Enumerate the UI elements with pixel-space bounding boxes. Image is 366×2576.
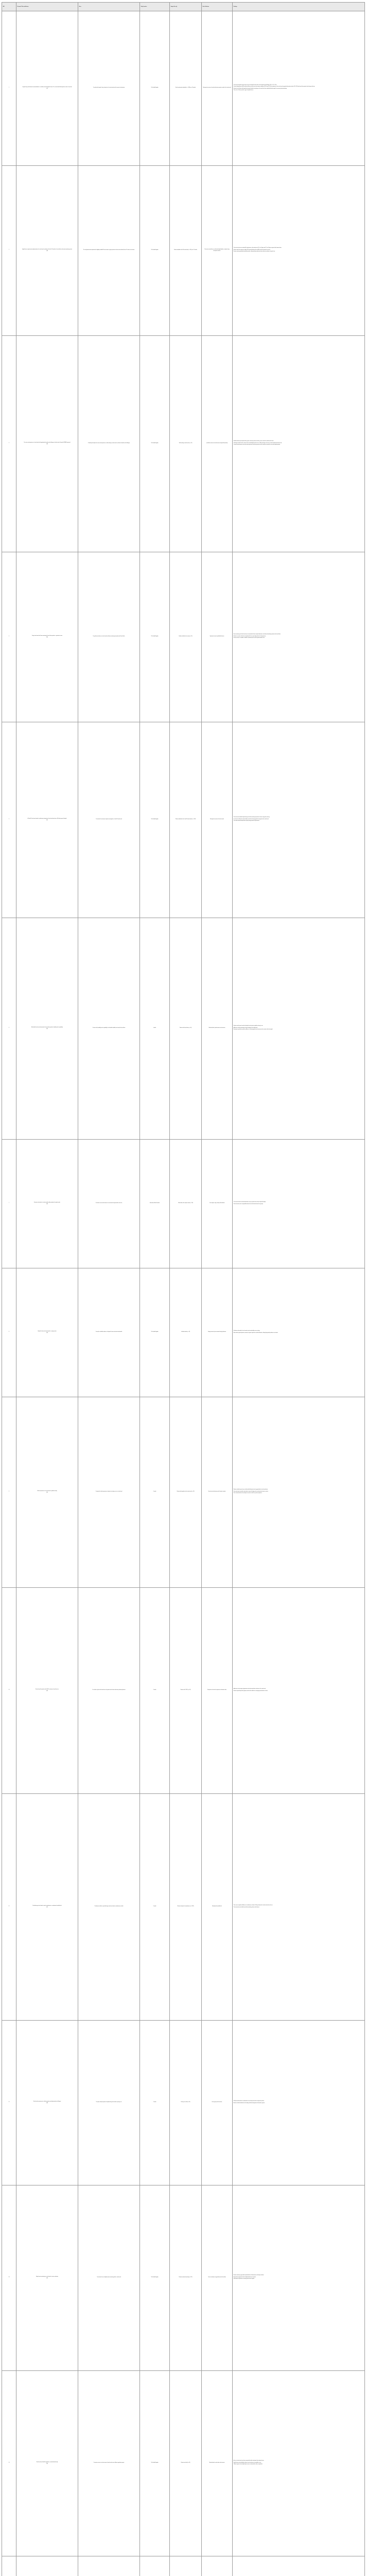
cell-location: The United Kingdom [140, 336, 170, 552]
title-text: Length of stay and treatment recommendations in a workforce based hospital at home 10 -in virtual ward: A retrospective review of care data [22, 87, 72, 88]
cell-title [16, 11, 78, 166]
title-text: Post-discharge virtual wards to reduce readmissions: a randomised controlled trial [32, 1906, 62, 1907]
cell-sample: Included studies (n = 43) [170, 1268, 202, 1397]
cell-sample: Primary care staff (n = 30) [170, 2021, 202, 2185]
cell-number: 12 [2, 2021, 16, 2185]
cell-sample: Patients admitted to the HF virtual ward (n = 201) over 12 months [170, 166, 202, 336]
cell-sample: Studies included in the review (n = 16) [170, 552, 202, 722]
cell-aims: To map the available evidence on hospital at home and virtual ward models [78, 1268, 140, 1397]
cell-number: 4 [2, 552, 16, 722]
cell-title [16, 166, 78, 336]
cell-number: 1 [2, 11, 16, 166]
cell-collection [202, 2556, 233, 2576]
cell-aims: To examine access to and outcomes of virtual wards across different population groups [78, 2371, 140, 2556]
cell-aims: To evaluate the use of digital remote monitoring within a virtual ward [78, 2185, 140, 2371]
header-collection: Data Collection [202, 3, 233, 11]
cell-aims [78, 2556, 140, 2576]
cell-aims: To explore the lived experiences of patients receiving care on a virtual ward [78, 1397, 140, 1588]
reference-citation: [19] [46, 444, 48, 445]
reference-citation: [24] [46, 1332, 48, 1333]
cell-location [140, 2556, 170, 2576]
reference-citation: [28] [46, 2103, 48, 2104]
finding-paragraph: Staff perceived benefits in coordinated care and early intervention for high-risk patients. [233, 2101, 265, 2102]
reference-citation: [25] [46, 1492, 48, 1493]
cell-aims: To determine whether a post-discharge virtual ward reduces readmission or death [78, 1794, 140, 2021]
finding-paragraph: The rest of a 16-hour period is a gap in hospital bed use. [233, 90, 254, 91]
cell-findings [233, 166, 365, 336]
header-title: Research Title and Authors [16, 3, 78, 11]
finding-paragraph: Remote monitoring supported early identification of deterioration and timely escalation. [233, 2275, 264, 2276]
header-location: Study location [140, 3, 170, 11]
table-row [2, 1588, 365, 1794]
cell-aims: To evaluate the outcomes of patients managed on a Covid-19 virtual ward [78, 722, 140, 918]
cell-sample: Staff working in virtual wards (n = 24) [170, 336, 202, 552]
header-number: A/N [2, 3, 16, 11]
table-row [2, 2371, 365, 2556]
cell-collection: Semi-structured interviews with thematic analysis [202, 1397, 233, 1588]
finding-paragraph: The model released hospital bed capacity during periods of high demand. [233, 821, 259, 822]
cell-location: The United Kingdom [140, 552, 170, 722]
cell-number: 8 [2, 1268, 16, 1397]
cell-collection: Scoping review of peer-reviewed and grey literature [202, 1268, 233, 1397]
finding-paragraph: Digital literacy and availability of devices were key barriers to equitable access. [233, 2462, 262, 2463]
cell-number: 6 [2, 918, 16, 1140]
cell-location: The United Kingdom [140, 11, 170, 166]
cell-aims: The study derived and implemented a digitally enabled HF virtual ward to support patients at home and evaluated the first 12 months of outcomes [78, 166, 140, 336]
cell-findings [233, 336, 365, 552]
finding-paragraph: Barriers included workload, lack of funding and limited integration of information systems. [233, 2103, 265, 2104]
reference-citation: [21] [46, 820, 48, 821]
cell-findings [233, 552, 365, 722]
cell-title [16, 918, 78, 1140]
header-aims: Aims [78, 3, 140, 11]
finding-paragraph: There was no significant difference in readmission or death at 30 days between the virtual ward and usual care. [233, 1905, 273, 1906]
table-row [2, 722, 365, 918]
finding-paragraph: Challenges included unclear referral criteria, limited digital infrastructure, staffing shortages and concerns about workload and clinical risk. [233, 443, 282, 444]
table-row [2, 2556, 365, 2576]
cell-findings [233, 1268, 365, 1397]
title-text: Hospital at home and virtual wards: a scoping review [38, 1331, 57, 1332]
cell-number: 13 [2, 2185, 16, 2371]
table-row [2, 1397, 365, 1588]
finding-paragraph: Clear communication and continuity of care were central to a positive experience. [233, 1493, 263, 1494]
cell-location: Canada [140, 1588, 170, 1794]
cell-findings [233, 1397, 365, 1588]
cell-location: Canada [140, 2021, 170, 2185]
header-findings: Findings [233, 3, 365, 11]
cell-sample: Patients and staff (n = 85) [170, 2371, 202, 2556]
cell-number [2, 2556, 16, 2576]
table-row [2, 1268, 365, 1397]
cell-sample: Patients with COPD (n = 96) [170, 1588, 202, 1794]
finding-paragraph: Further research is needed to establish cost-effectiveness and the optimal model of care. [233, 638, 265, 639]
cell-location: The United Kingdom [140, 2185, 170, 2371]
table-row [2, 166, 365, 336]
table-row [2, 1140, 365, 1268]
title-text: A virtual ward for patients with COPD: outcomes of a pilot service [36, 1689, 59, 1690]
reference-citation: [26] [46, 1690, 48, 1691]
literature-table [2, 2, 365, 2576]
cell-title [16, 1397, 78, 1588]
table-row [2, 1794, 365, 2021]
cell-number: 11 [2, 1794, 16, 2021]
finding-paragraph: The intervention was feasible and well received by patients and clinicians. [233, 1907, 260, 1908]
finding-paragraph: Most studies reported positive outcomes for patient experience and bed utilisation, although high-quality evidence was limited. [233, 1332, 278, 1333]
cell-location: Canada [140, 1794, 170, 2021]
cell-sample [170, 2556, 202, 2576]
cell-location: Canada [140, 1397, 170, 1588]
table-row [2, 2021, 365, 2185]
cell-aims: To estimate costs and outcomes of a virtual ward compared with usual care [78, 1140, 140, 1268]
cell-collection: Systematic review of published literature [202, 552, 233, 722]
finding-paragraph: Chronic kidney disease (CKD) and heart failure were the two most common conditions (22.6% and 21.8%) for admission to the virtual ward compared with patients without CKD. CKD and heart failure patients had a longer total stay. [233, 87, 315, 88]
table-row [2, 11, 365, 166]
finding-paragraph: Remote monitoring identified early deterioration, allowing timely medication titration without escalation to hospital care. [233, 251, 275, 252]
cell-findings [233, 2371, 365, 2556]
finding-paragraph: Low rates of readmission and mortality were observed among patients managed on the virtual ward. [233, 819, 269, 820]
cell-findings [233, 1588, 365, 1794]
cell-findings [233, 918, 365, 1140]
cell-title [16, 1588, 78, 1794]
reference-citation: [18] [46, 250, 48, 251]
finding-paragraph: Patients valued being at home and described feeling safe and supported by the virtual ward team. [233, 1489, 268, 1490]
cell-sample: Virtual ward patients admitted (n = 1,549) over 16 months [170, 11, 202, 166]
cell-title [16, 1268, 78, 1397]
reference-citation: [27] [46, 1907, 48, 1908]
cell-findings [233, 2556, 365, 2576]
cell-collection: Randomised controlled trial [202, 1794, 233, 2021]
title-text: Patient experiences of a virtual ward: a qualitative study [37, 1491, 57, 1492]
cell-title [16, 1794, 78, 2021]
finding-paragraph: Communication between acute and community teams and clear governance were viewed as essential for successful implementation. [233, 445, 281, 446]
header-sample: Sample Size (n) [170, 3, 202, 11]
finding-paragraph: Staff noted the importance of training and technical support. [233, 2279, 255, 2280]
cell-aims: To evaluate the length of stay of patients in the virtual ward and the reasons for admission [78, 11, 140, 166]
cell-sample: Patients monitored remotely (n = 312) [170, 2185, 202, 2371]
cell-sample: Patients at high risk of readmission (n = 1,923) [170, 1794, 202, 2021]
cell-collection: Focus groups and interviews [202, 2021, 233, 2185]
cell-number: 10 [2, 1588, 16, 1794]
cell-location: The United Kingdom [140, 2371, 170, 2556]
title-text: Digital remote monitoring in a virtual ward: a service evaluation [36, 2277, 58, 2278]
cell-aims: To evaluate a pilot virtual ward service for patients with chronic obstructive pulmonary disease [78, 1588, 140, 1794]
table-row [2, 2185, 365, 2371]
finding-paragraph: Clinical outcomes were comparable between the virtual ward and usual care groups. [233, 1204, 264, 1205]
cell-number: 14 [2, 2371, 16, 2556]
cell-location: Ireland [140, 918, 170, 1140]
finding-paragraph: Home monitoring and virtual wards were associated with fewer hospital admissions and reduced mortality in patients with heart failure. [233, 634, 281, 635]
finding-paragraph: Evidence on patient satisfaction and quality of life was generally positive but heterogeneous. [233, 636, 266, 637]
title-text: Virtual wards and health inequalities: a mixed methods study [36, 2462, 58, 2463]
cell-aims: To explore staff perceptions of implementing virtual wards in primary care [78, 2021, 140, 2185]
cell-collection: Service evaluation using platform and clinical data [202, 2185, 233, 2371]
finding-paragraph: Some participants reported anxiety about using technology and uncertainty about whom to contact. [233, 1491, 269, 1492]
table-row [2, 336, 365, 552]
title-text: Insights from a single-centre implementation of a virtual ward: evaluation of the first 12 months of a heart failure and remote monitoring service [22, 249, 73, 250]
finding-paragraph: The virtual ward was associated with lower costs per patient due to fewer hospital bed days. [233, 1202, 266, 1203]
cell-findings [233, 722, 365, 918]
finding-paragraph: The virtual ward service reduced HF readmissions, with reductions of 47% at 30 days and 27% at 90 days compared with historical data. [233, 248, 282, 249]
cell-collection: Qualitative semi-structured interviews analysed thematically [202, 336, 233, 552]
cell-sample: Patients with heart failure (n = 40) [170, 918, 202, 1140]
finding-paragraph: The virtual ward enabled early discharge and safe monitoring of patients at home using pulse oximetry. [233, 817, 270, 818]
cell-aims: To identify and explore the views and experiences of staff working in virtual wards in relation to benefits and challenges [78, 336, 140, 552]
cell-number: 2 [2, 166, 16, 336]
finding-paragraph: The virtual ward patient had a shorter stay in the hospital at home than in the hospital ward (1.89 days, 95% CI 1.71, 2.05). [233, 84, 277, 86]
table-header-row [2, 3, 365, 11]
finding-paragraph: Staff described improved patient flow, greater autonomy and more holistic, person-centred care delivered at home. [233, 441, 274, 442]
cell-title [16, 336, 78, 552]
cell-collection: Retrospective review of clinical records [202, 722, 233, 918]
cell-collection: Retrospective review of care data (electronic patient records) in the virtual ward [202, 11, 233, 166]
reference-citation: [20] [46, 637, 48, 638]
table-row [2, 918, 365, 1140]
cell-location: The United Kingdom [140, 722, 170, 918]
cell-collection: Data were extracted from a web-based digital platform, analysed using descriptive statistics [202, 166, 233, 336]
cell-collection: Cost analysis using routinely collected data [202, 1140, 233, 1268]
finding-paragraph: Patients reported improved symptom control and confidence in managing exacerbations at home. [233, 1690, 268, 1691]
cell-collection: Mixed methods: routine data and interviews [202, 2371, 233, 2556]
cell-title [16, 552, 78, 722]
reference-citation: [29] [46, 2278, 48, 2279]
finding-paragraph: Definitions and models of virtual wards varied considerably across settings. [233, 1331, 260, 1332]
title-text: Virtual wards in primary care: staff perceptions and implementation challenges [33, 2102, 61, 2103]
reference-citation: [23] [46, 1204, 48, 1205]
finding-paragraph: Adherence to daily monitoring was high throughout the study period. [233, 1027, 258, 1028]
cell-findings [233, 1794, 365, 2021]
table-row [2, 552, 365, 722]
cell-findings [233, 2185, 365, 2371]
title-text: A Covid-19 virtual ward model: a preliminary retrospective clinical evaluation from a UK district general hospital [27, 819, 67, 820]
finding-paragraph: Patients rated their experience highly; 93% reported feeling safe and 88% would recommend the service. [233, 249, 271, 250]
cell-collection: Mixed methods: questionnaires and interviews [202, 918, 233, 1140]
finding-paragraph: Patients and clinicians found the telehealth virtual ward acceptable and easy to use. [233, 1026, 263, 1027]
cell-title [16, 722, 78, 918]
cell-aims: To synthesise evidence on virtual wards and home monitoring for patients with heart failure [78, 552, 140, 722]
cell-findings [233, 2021, 365, 2185]
table-body [2, 11, 365, 2576]
title-text: Economic evaluation of a virtual ward for older people with complex needs [34, 1202, 60, 1204]
cell-number: 5 [2, 722, 16, 918]
cell-number: 7 [2, 1140, 16, 1268]
finding-paragraph: Access to virtual wards was lower among older adults and people from deprived areas. [233, 2461, 265, 2462]
title-text: A telehealth virtual ward intervention for heart failure patients: feasibility and acceptability [31, 1027, 63, 1028]
finding-paragraph: Participants reported increased confidence in self-management and reassurance from remote clinical oversight. [233, 1029, 273, 1030]
finding-paragraph: Tailored support and non-digital options were recommended to reduce inequalities. [233, 2464, 263, 2465]
reference-citation: [17] [46, 88, 48, 89]
cell-collection: Prospective cohort with comparison of admission data [202, 1588, 233, 1794]
finding-paragraph: High patient engagement with the digital platform was reported. [233, 2277, 256, 2278]
cell-title [16, 1140, 78, 1268]
cell-number: 9 [2, 1397, 16, 1588]
cell-number: 3 [2, 336, 16, 552]
cell-sample: Patients admitted to the Covid-19 virtual ward (n = 1,057) [170, 722, 202, 918]
cell-findings [233, 1140, 365, 1268]
cell-location: The United Kingdom [140, 1268, 170, 1397]
cell-title [16, 2021, 78, 2185]
cell-title [16, 2556, 78, 2576]
cell-sample: Older adults with complex needs (n = 210) [170, 1140, 202, 1268]
cell-sample: Patients discharged from the virtual ward (n = 18) [170, 1397, 202, 1588]
finding-paragraph: Admissions and emergency department visits decreased after enrolment in the virtual ward. [233, 1689, 266, 1690]
cell-location: The United Kingdom [140, 166, 170, 336]
finding-paragraph: Patients who had been discharged from hospital tended to stay longer on the ward than those admitted directly through the community referral pathway. [233, 88, 287, 89]
title-text: Using virtual wards and home monitoring for heart failure patients: a systematic review [31, 636, 63, 637]
reference-citation: [22] [46, 1028, 48, 1029]
cell-location: Australia and New Zealand [140, 1140, 170, 1268]
reference-citation: [30] [46, 2463, 48, 2464]
cell-title [16, 2185, 78, 2371]
cell-title [16, 2371, 78, 2556]
cell-aims: To assess the feasibility and acceptability of a telehealth-enabled virtual ward for heart failure [78, 918, 140, 1140]
cell-findings [233, 11, 365, 166]
title-text: The views and experiences of virtual ward staff regarding the benefits and challenges of virtual wards: Using the SPIRES framework [24, 443, 71, 444]
